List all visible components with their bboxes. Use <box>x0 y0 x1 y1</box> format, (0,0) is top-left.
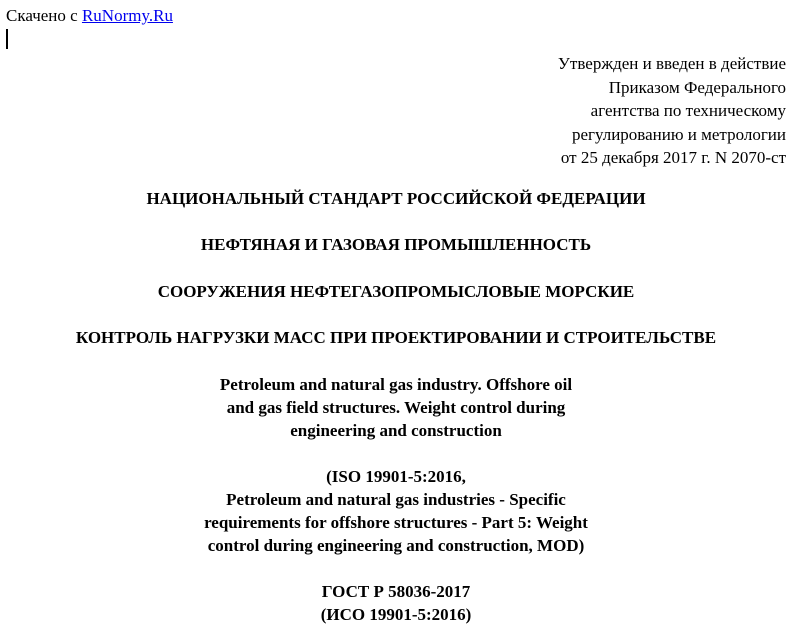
iso-reference-line: Petroleum and natural gas industries - Specific <box>226 490 566 509</box>
iso-reference-line: (ISO 19901-5:2016, <box>326 467 466 486</box>
designation-block <box>0 580 792 626</box>
iso-reference-line: control during engineering and construction, MOD) <box>207 536 585 555</box>
approval-line: регулированию и метрологии <box>571 124 786 144</box>
english-title-line: and gas field structures. Weight control during <box>226 398 566 417</box>
iso-reference <box>0 465 792 557</box>
source-prefix: Скачено с <box>6 6 82 25</box>
iso-designation: (ИСО 19901-5:2016) <box>320 605 472 624</box>
gost-designation: ГОСТ Р 58036-2017 <box>321 582 471 601</box>
english-title-line: Petroleum and natural gas industry. Offshore oil <box>219 375 573 394</box>
industry-heading: НЕФТЯНАЯ И ГАЗОВАЯ ПРОМЫШЛЕННОСТЬ <box>200 235 592 254</box>
english-title-line: engineering and construction <box>290 421 502 440</box>
national-standard-heading: НАЦИОНАЛЬНЫЙ СТАНДАРТ РОССИЙСКОЙ ФЕДЕРАЦИИ <box>146 189 646 208</box>
approval-line: от 25 декабря 2017 г. N 2070-ст <box>560 148 786 167</box>
source-line <box>6 6 173 26</box>
approval-line: Утвержден и введен в действие <box>557 54 786 73</box>
english-title <box>0 373 792 442</box>
approval-line: Приказом Федерального <box>608 77 786 97</box>
structures-heading: СООРУЖЕНИЯ НЕФТЕГАЗОПРОМЫСЛОВЫЕ МОРСКИЕ <box>157 282 635 301</box>
approval-line: агентства по техническому <box>590 101 786 120</box>
approval-block <box>558 52 786 170</box>
source-link[interactable]: RuNormy.Ru <box>81 6 173 25</box>
subject-heading: КОНТРОЛЬ НАГРУЗКИ МАСС ПРИ ПРОЕКТИРОВАНИИ И СТРОИТЕЛЬСТВЕ <box>75 328 717 347</box>
iso-reference-line: requirements for offshore structures - Part 5: Weight <box>204 513 588 532</box>
text-cursor <box>6 29 8 49</box>
